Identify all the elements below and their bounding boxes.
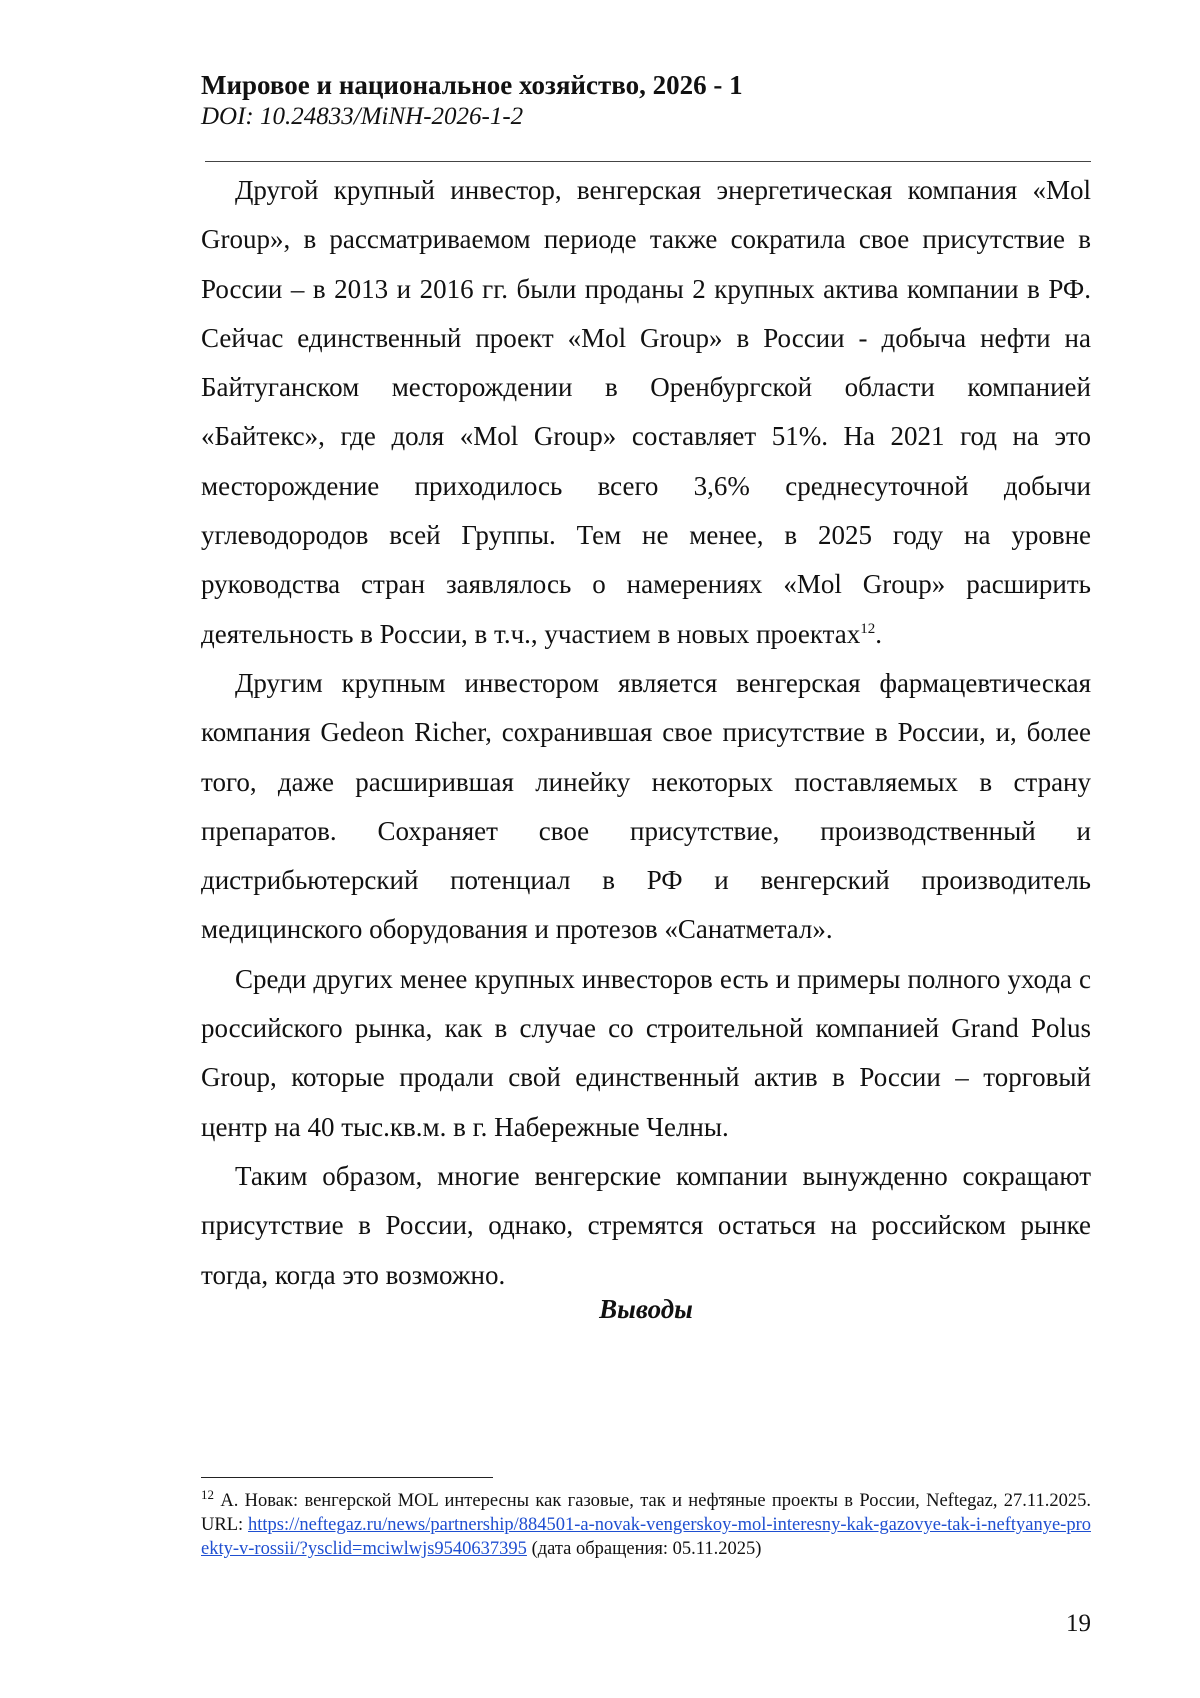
body-text — [201, 166, 1091, 1300]
footnote-link[interactable]: https://neftegaz.ru/news/partnership/884501-a-novak-vengerskoy-mol-interesny-kak-gazovye-tak-i-neftyanye-proekty-v-rossii/?ysclid=mciwlwjs9540637395 — [201, 1515, 1091, 1559]
footnote-reference[interactable]: 12 — [860, 620, 876, 637]
paragraph-gedeon-richter: Другим крупным инвестором является венгерская фармацевтическая компания Gedeon Richer, сохранившая свое присутствие в России, и, более того, даже расширившая линейку некоторых поставляемых в страну препаратов. Сохраняет свое присутствие, производственный и дистрибьютерский потенциал в РФ и венгерский производитель медицинского оборудования и протезов «Санатметал». — [201, 667, 1091, 945]
page-number: 19 — [1066, 1610, 1091, 1637]
doi-line: DOI: 10.24833/MiNH-2026-1-2 — [201, 103, 524, 130]
footnote-text: А. Новак: венгерской MOL интересны как газовые, так и нефтяные проекты в России, Neftegaz, 27.11.2025. URL: — [201, 1491, 1092, 1535]
running-header — [201, 68, 1091, 132]
footnote-number: 12 — [201, 1486, 214, 1502]
journal-title: Мировое и национальное хозяйство, 2026 - 1 — [201, 70, 743, 100]
header-divider — [205, 161, 1091, 162]
paragraph-grand-polus: Среди других менее крупных инвесторов есть и примеры полного ухода с российского рынка, как в случае со строительной компанией Grand Polus Group, которые продали свой единственный актив в России – торговый центр на 40 тыс.кв.м. в г. Набережные Челны. — [201, 963, 1091, 1142]
paragraph-mol-group — [201, 166, 1091, 659]
paragraph-mol-group-text: Другой крупный инвестор, венгерская энергетическая компания «Mol Group», в рассматриваемом периоде также сократила свое присутствие в России – в 2013 и 2016 гг. были проданы 2 крупных актива компании в РФ. Сейчас единственный проект «Mol Group» в России - добыча нефти на Байтуганском месторождении в Оренбургской области компанией «Байтекс», где доля «Mol Group» составляет 51%. На 2021 год на это месторождение приходилось всего 3,6% среднесуточной добычи углеводородов всей Группы. Тем не менее, в 2025 году на уровне руководства стран заявлялось о намерениях «Mol Group» расширить деятельность в России, в т.ч., участием в новых проектах — [201, 175, 1091, 649]
footnote — [201, 1486, 1092, 1561]
footnote-access-date: (дата обращения: 05.11.2025) — [531, 1539, 762, 1559]
paragraph-conclusion-summary: Таким образом, многие венгерские компании вынужденно сокращают присутствие в России, однако, стремятся остаться на российском рынке тогда, когда это возможно. — [201, 1160, 1091, 1290]
footnote-divider — [201, 1477, 493, 1478]
section-heading-conclusions: Выводы — [599, 1294, 693, 1324]
paragraph-mol-group-end: . — [875, 618, 882, 649]
